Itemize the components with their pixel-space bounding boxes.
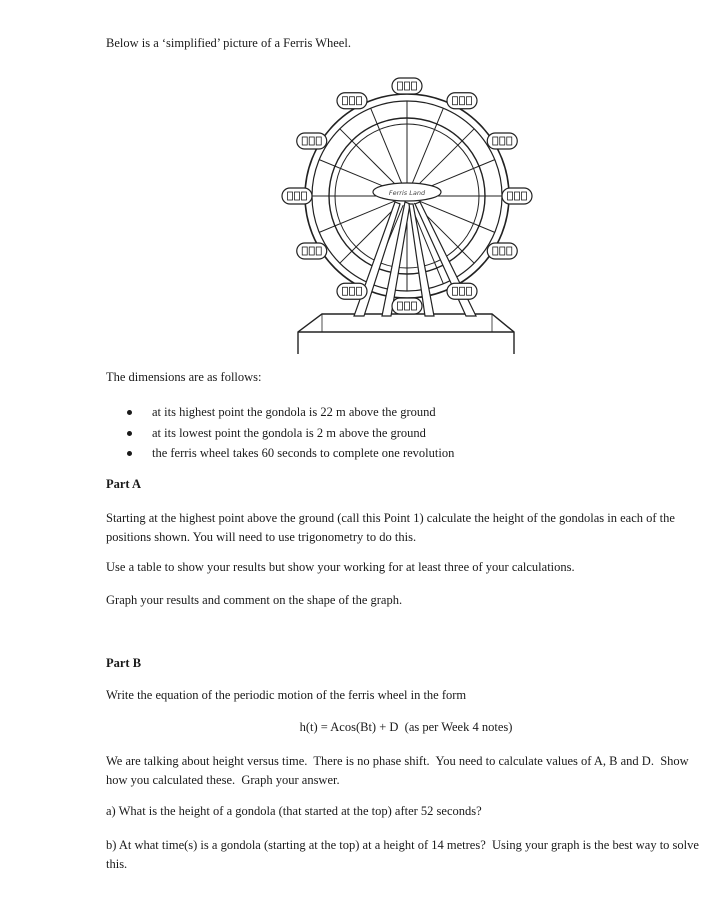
dimensions-list (124, 402, 454, 464)
part-b-paragraph-1: Write the equation of the periodic motion of the ferris wheel in the form (106, 688, 467, 702)
list-item: at its lowest point the gondola is 2 m above the ground (124, 423, 454, 444)
equation: h(t) = Acos(Bt) + D (as per Week 4 notes) (299, 720, 513, 734)
part-a-paragraph-3: Graph your results and comment on the shape of the graph. (106, 593, 403, 607)
gondola-icon (337, 283, 367, 299)
gondola-icon (502, 188, 532, 204)
part-a-paragraph-2: Use a table to show your results but show your working for at least three of your calculations. (106, 560, 575, 574)
gondola-icon (487, 133, 517, 149)
intro-text: Below is a ‘simplified’ picture of a Ferris Wheel. (106, 36, 351, 50)
gondola-icon (487, 243, 517, 259)
list-item: the ferris wheel takes 60 seconds to complete one revolution (124, 443, 454, 464)
wheel-spoke (414, 129, 474, 189)
dimensions-heading: The dimensions are as follows: (106, 370, 262, 384)
hub-sign: Ferris Land (388, 189, 426, 197)
question-a: a) What is the height of a gondola (that started at the top) after 52 seconds? (106, 804, 482, 818)
gondola-icon (392, 78, 422, 94)
question-b: b) At what time(s) is a gondola (starting at the top) at a height of 14 metres? Using your graph is the best way to solve this. (106, 838, 703, 871)
gondola-icon (337, 93, 367, 109)
gondola-icon (282, 188, 312, 204)
list-item: at its highest point the gondola is 22 m above the ground (124, 402, 454, 423)
part-b-heading: Part B (106, 656, 142, 670)
wheel-spoke (340, 129, 400, 189)
gondola-icon (447, 283, 477, 299)
gondola-icon (297, 243, 327, 259)
part-a-heading: Part A (106, 477, 142, 491)
ferris-wheel-icon (270, 64, 540, 354)
gondola-icon (297, 133, 327, 149)
part-b-paragraph-2: We are talking about height versus time. There is no phase shift. You need to calculate values of A, B and D. Show how you calculated these. Graph your answer. (106, 754, 692, 787)
part-a-paragraph-1: Starting at the highest point above the ground (call this Point 1) calculate the height of the gondolas in each of the positions shown. You will need to use trigonometry to do this. (106, 511, 675, 544)
gondola-icon (392, 298, 422, 314)
gondola-icon (447, 93, 477, 109)
